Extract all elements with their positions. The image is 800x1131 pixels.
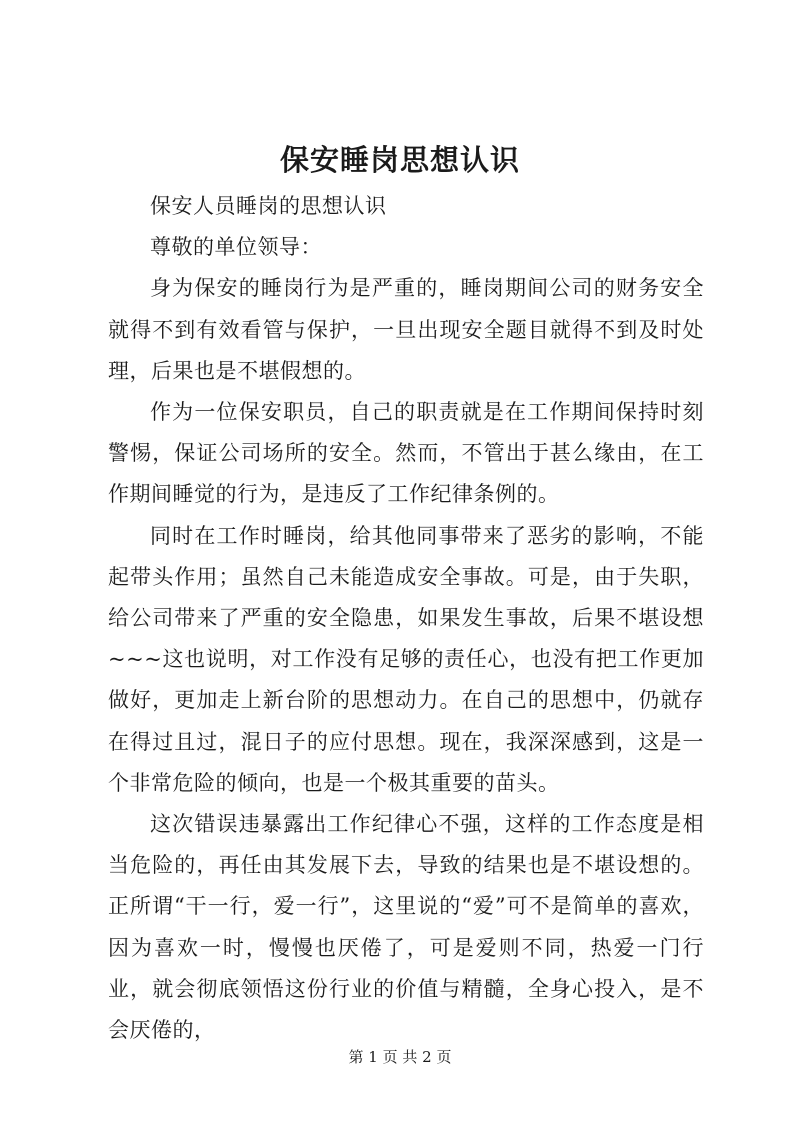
paragraph-subtitle: 保安人员睡岗的思想认识: [150, 194, 387, 218]
paragraph: 身为保安的睡岗行为是严重的，睡岗期间公司的财务安全就得不到有效看管与保护，一旦出现安全题目就得不到及时处理，后果也是不堪假想的。: [108, 276, 704, 383]
paragraph: 这次错误违暴露出工作纪律心不强，这样的工作态度是相当危险的，再任由其发展下去，导致的结果也是不堪设想的。正所谓“干一行，爱一行”，这里说的“爱”可不是简单的喜欢，因为喜欢一时，慢慢也厌倦了，可是爱则不同，热爱一门行业，就会彻底领悟这份行业的价值与精髓，全身心投入，是不会厌倦的，: [108, 812, 704, 1043]
document-title: 保安睡岗思想认识: [279, 143, 520, 177]
paragraph: 同时在工作时睡岗，给其他同事带来了恶劣的影响，不能起带头作用；虽然自己未能造成安全事故。可是，由于失职，给公司带来了严重的安全隐患，如果发生事故，后果不堪设想~~~这也说明，对工作没有足够的责任心，也没有把工作更加做好，更加走上新台阶的思想动力。在自己的思想中，仍就存在得过且过，混日子的应付思想。现在，我深深感到，这是一个非常危险的倾向，也是一个极其重要的苗头。: [108, 523, 704, 795]
page-number-footer: 第 1 页 共 2 页: [348, 1048, 452, 1066]
paragraph-salutation: 尊敬的单位领导：: [150, 235, 322, 260]
paragraph: 作为一位保安职员，自己的职责就是在工作期间保持时刻警惕，保证公司场所的安全。然而，不管出于甚么缘由，在工作期间睡觉的行为，是违反了工作纪律条例的。: [108, 400, 704, 507]
document-body: [108, 186, 704, 1051]
